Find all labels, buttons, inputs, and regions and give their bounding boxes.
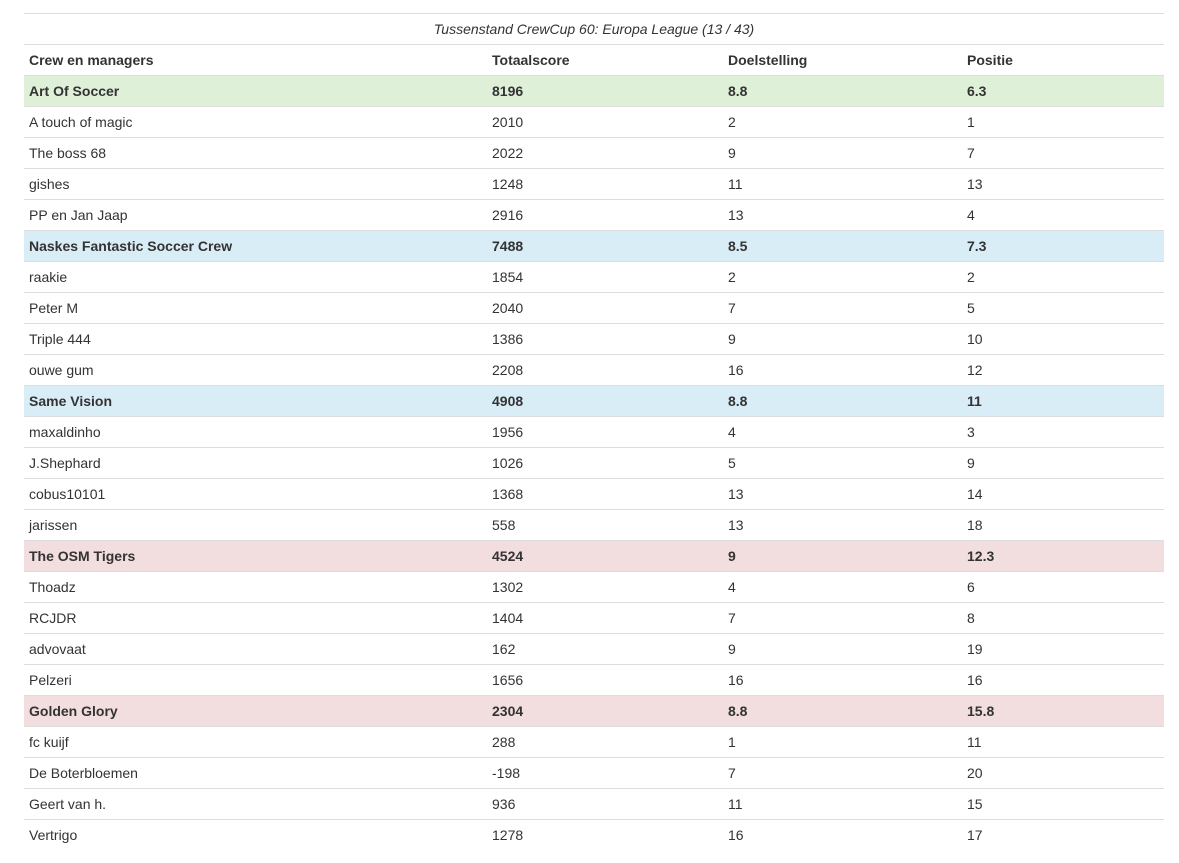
doelstelling-cell: 4: [723, 572, 962, 603]
totaalscore-cell: 4524: [487, 541, 723, 572]
doelstelling-cell: 5: [723, 448, 962, 479]
positie-cell: 19: [962, 634, 1164, 665]
manager-row: [24, 665, 1164, 696]
positie-cell: 12.3: [962, 541, 1164, 572]
standings-table: [24, 13, 1164, 850]
manager-row: [24, 572, 1164, 603]
name-cell: The OSM Tigers: [24, 541, 487, 572]
manager-row: [24, 820, 1164, 851]
name-cell: Vertrigo: [24, 820, 487, 851]
doelstelling-cell: 2: [723, 262, 962, 293]
totaalscore-cell: 1248: [487, 169, 723, 200]
positie-cell: 1: [962, 107, 1164, 138]
positie-cell: 12: [962, 355, 1164, 386]
positie-cell: 10: [962, 324, 1164, 355]
positie-cell: 6: [962, 572, 1164, 603]
crew-row: [24, 541, 1164, 572]
manager-row: [24, 417, 1164, 448]
totaalscore-cell: 1656: [487, 665, 723, 696]
manager-row: [24, 789, 1164, 820]
manager-row: [24, 200, 1164, 231]
positie-cell: 4: [962, 200, 1164, 231]
doelstelling-cell: 7: [723, 293, 962, 324]
table-caption: Tussenstand CrewCup 60: Europa League (13 / 43): [24, 13, 1164, 44]
positie-cell: 2: [962, 262, 1164, 293]
doelstelling-cell: 2: [723, 107, 962, 138]
manager-row: [24, 293, 1164, 324]
positie-cell: 14: [962, 479, 1164, 510]
doelstelling-cell: 13: [723, 479, 962, 510]
name-cell: raakie: [24, 262, 487, 293]
totaalscore-cell: 1368: [487, 479, 723, 510]
totaalscore-cell: 1026: [487, 448, 723, 479]
crew-row: [24, 386, 1164, 417]
totaalscore-cell: 162: [487, 634, 723, 665]
positie-cell: 8: [962, 603, 1164, 634]
doelstelling-cell: 13: [723, 510, 962, 541]
totaalscore-cell: 558: [487, 510, 723, 541]
name-cell: Naskes Fantastic Soccer Crew: [24, 231, 487, 262]
name-cell: Golden Glory: [24, 696, 487, 727]
name-cell: ouwe gum: [24, 355, 487, 386]
name-cell: Triple 444: [24, 324, 487, 355]
doelstelling-cell: 8.8: [723, 76, 962, 107]
manager-row: [24, 758, 1164, 789]
doelstelling-cell: 1: [723, 727, 962, 758]
totaalscore-cell: 2010: [487, 107, 723, 138]
positie-cell: 11: [962, 386, 1164, 417]
name-cell: RCJDR: [24, 603, 487, 634]
manager-row: [24, 727, 1164, 758]
totaalscore-cell: 4908: [487, 386, 723, 417]
doelstelling-cell: 11: [723, 169, 962, 200]
name-cell: Pelzeri: [24, 665, 487, 696]
positie-cell: 11: [962, 727, 1164, 758]
totaalscore-cell: 2304: [487, 696, 723, 727]
totaalscore-cell: 2022: [487, 138, 723, 169]
name-cell: fc kuijf: [24, 727, 487, 758]
totaalscore-cell: 7488: [487, 231, 723, 262]
name-cell: De Boterbloemen: [24, 758, 487, 789]
header-doelstelling: Doelstelling: [723, 45, 962, 76]
positie-cell: 9: [962, 448, 1164, 479]
manager-row: [24, 138, 1164, 169]
name-cell: advovaat: [24, 634, 487, 665]
name-cell: gishes: [24, 169, 487, 200]
doelstelling-cell: 8.5: [723, 231, 962, 262]
name-cell: The boss 68: [24, 138, 487, 169]
totaalscore-cell: 1956: [487, 417, 723, 448]
name-cell: A touch of magic: [24, 107, 487, 138]
doelstelling-cell: 11: [723, 789, 962, 820]
positie-cell: 20: [962, 758, 1164, 789]
doelstelling-cell: 16: [723, 820, 962, 851]
doelstelling-cell: 4: [723, 417, 962, 448]
totaalscore-cell: 1278: [487, 820, 723, 851]
totaalscore-cell: 1302: [487, 572, 723, 603]
doelstelling-cell: 8.8: [723, 696, 962, 727]
totaalscore-cell: 288: [487, 727, 723, 758]
name-cell: Peter M: [24, 293, 487, 324]
table-body: [24, 76, 1164, 851]
manager-row: [24, 107, 1164, 138]
manager-row: [24, 634, 1164, 665]
doelstelling-cell: 7: [723, 758, 962, 789]
doelstelling-cell: 7: [723, 603, 962, 634]
manager-row: [24, 510, 1164, 541]
doelstelling-cell: 16: [723, 665, 962, 696]
manager-row: [24, 479, 1164, 510]
positie-cell: 7.3: [962, 231, 1164, 262]
positie-cell: 3: [962, 417, 1164, 448]
positie-cell: 18: [962, 510, 1164, 541]
positie-cell: 15: [962, 789, 1164, 820]
name-cell: Geert van h.: [24, 789, 487, 820]
standings-container: [24, 13, 1164, 850]
totaalscore-cell: 1386: [487, 324, 723, 355]
totaalscore-cell: 936: [487, 789, 723, 820]
totaalscore-cell: 8196: [487, 76, 723, 107]
header-positie: Positie: [962, 45, 1164, 76]
name-cell: Thoadz: [24, 572, 487, 603]
crew-row: [24, 696, 1164, 727]
positie-cell: 7: [962, 138, 1164, 169]
positie-cell: 5: [962, 293, 1164, 324]
positie-cell: 16: [962, 665, 1164, 696]
doelstelling-cell: 8.8: [723, 386, 962, 417]
doelstelling-cell: 9: [723, 634, 962, 665]
crew-row: [24, 76, 1164, 107]
name-cell: maxaldinho: [24, 417, 487, 448]
totaalscore-cell: 2916: [487, 200, 723, 231]
name-cell: jarissen: [24, 510, 487, 541]
totaalscore-cell: -198: [487, 758, 723, 789]
manager-row: [24, 324, 1164, 355]
name-cell: J.Shephard: [24, 448, 487, 479]
doelstelling-cell: 13: [723, 200, 962, 231]
name-cell: Same Vision: [24, 386, 487, 417]
totaalscore-cell: 1404: [487, 603, 723, 634]
doelstelling-cell: 9: [723, 138, 962, 169]
positie-cell: 15.8: [962, 696, 1164, 727]
manager-row: [24, 262, 1164, 293]
doelstelling-cell: 9: [723, 324, 962, 355]
header-crew-managers: Crew en managers: [24, 45, 487, 76]
manager-row: [24, 603, 1164, 634]
name-cell: cobus10101: [24, 479, 487, 510]
header-totaalscore: Totaalscore: [487, 45, 723, 76]
manager-row: [24, 355, 1164, 386]
crew-row: [24, 231, 1164, 262]
header-row: [24, 45, 1164, 76]
manager-row: [24, 448, 1164, 479]
name-cell: Art Of Soccer: [24, 76, 487, 107]
manager-row: [24, 169, 1164, 200]
name-cell: PP en Jan Jaap: [24, 200, 487, 231]
positie-cell: 6.3: [962, 76, 1164, 107]
doelstelling-cell: 9: [723, 541, 962, 572]
positie-cell: 13: [962, 169, 1164, 200]
positie-cell: 17: [962, 820, 1164, 851]
doelstelling-cell: 16: [723, 355, 962, 386]
totaalscore-cell: 2208: [487, 355, 723, 386]
totaalscore-cell: 2040: [487, 293, 723, 324]
totaalscore-cell: 1854: [487, 262, 723, 293]
